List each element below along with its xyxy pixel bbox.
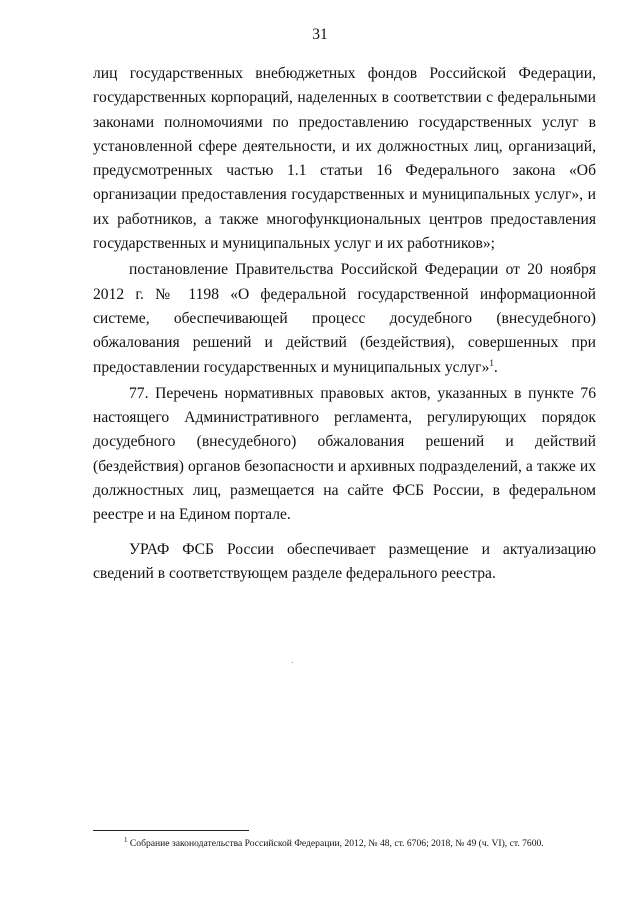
paragraph-decree-text: постановление Правительства Российской Федерации от 20 ноября 2012 г. № 1198 «О федеральной государственной информационной системе, обеспечивающей процесс досудебного (внесудебного) обжалования решений и действий (бездействия), совершенных при предоставлении государственных и муниципальных услуг» <box>93 261 596 376</box>
footnote-text: Собрание законодательства Российской Федерации, 2012, № 48, ст. 6706; 2018, № 49 (ч. VI), ст. 7600. <box>127 838 544 849</box>
document-body <box>93 62 596 586</box>
page-number: 31 <box>312 26 328 43</box>
scan-speck <box>292 662 293 663</box>
paragraph-77: 77. Перечень нормативных правовых актов, указанных в пункте 76 настоящего Административного регламента, регулирующих порядок досудебного (внесудебного) обжалования решений и действий (бездействия) органов безопасности и архивных подразделений, а также их должностных лиц, размещается на сайте ФСБ России, в федеральном реестре и на Едином портале. <box>93 384 596 524</box>
footnote-separator <box>93 830 249 831</box>
paragraph-decree <box>93 258 596 379</box>
paragraph-continuation: лиц государственных внебюджетных фондов Российской Федерации, государственных корпораций, наделенных в соответствии с федеральными законами полномочиями по предоставлению государственных услуг в установленной сфере деятельности, и их должностных лиц, организаций, предусмотренных частью 1.1 статьи 16 Федерального закона «Об организации предоставления государственных и муниципальных услуг», и их работников, а также многофункциональных центров предоставления государственных и муниципальных услуг и их работников»; <box>93 65 596 253</box>
footnote <box>124 838 604 850</box>
footnote-marker: 1 <box>124 836 128 844</box>
paragraph-uraf: УРАФ ФСБ России обеспечивает размещение и актуализацию сведений в соответствующем разделе федерального реестра. <box>93 540 596 582</box>
paragraph-decree-end: . <box>493 358 498 376</box>
footnote-reference: 1 <box>489 357 494 368</box>
